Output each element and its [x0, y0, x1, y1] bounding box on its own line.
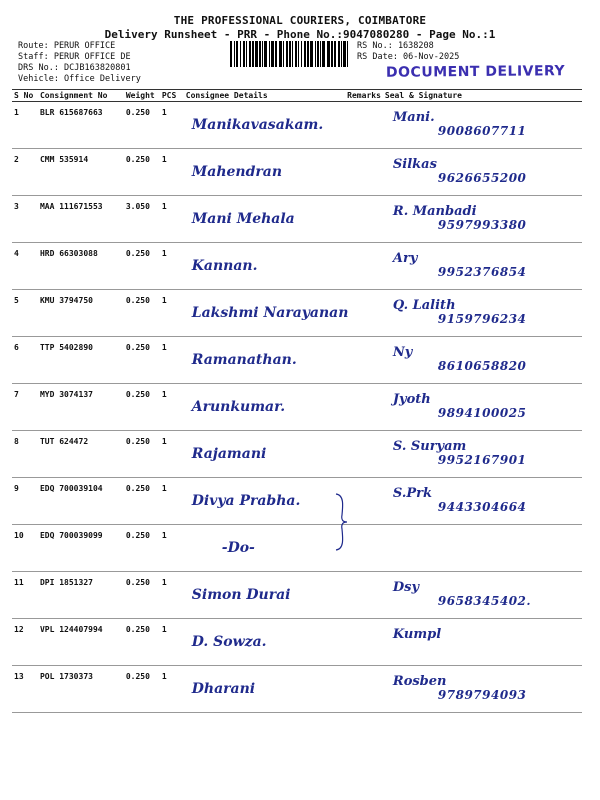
runsheet-subtitle: Delivery Runsheet - PRR - Phone No.:9047080280 - Page No.:1 — [104, 28, 496, 41]
consignment-cell: TUT 624472 — [38, 431, 124, 478]
weight-cell: 0.250 — [124, 243, 160, 290]
pcs-cell: 1 — [160, 290, 184, 337]
pcs-cell: 1 — [160, 478, 184, 525]
phone-number: 9626655200 — [437, 171, 527, 185]
weight-cell: 0.250 — [124, 149, 160, 196]
signature-cell — [383, 243, 582, 290]
pcs-cell: 1 — [160, 384, 184, 431]
sno-cell: 9 — [12, 478, 38, 525]
col-header-pcs: PCS — [160, 90, 184, 102]
table-row — [12, 431, 582, 478]
weight-cell: 3.050 — [124, 196, 160, 243]
signature-cell — [383, 337, 582, 384]
consignee-name: Divya Prabha. — [191, 493, 301, 509]
consignee-cell — [184, 149, 345, 196]
sno-cell: 2 — [12, 149, 38, 196]
phone-number: 9952167901 — [437, 453, 527, 467]
remarks-cell — [345, 525, 383, 572]
weight-cell: 0.250 — [124, 431, 160, 478]
table-row — [12, 666, 582, 713]
consignee-name: Mani Mehala — [191, 211, 295, 227]
drs-text: DRS No.: DCJB163820801 — [18, 63, 131, 73]
rs-date-text: RS Date: 06-Nov-2025 — [357, 52, 460, 62]
sno-cell: 10 — [12, 525, 38, 572]
table-row — [12, 337, 582, 384]
table-row — [12, 102, 582, 149]
consignee-cell — [184, 196, 345, 243]
weight-cell: 0.250 — [124, 619, 160, 666]
col-header-remarks: Remarks — [347, 91, 381, 100]
document-delivery-stamp: DOCUMENT DELIVERY — [385, 63, 566, 81]
remarks-cell — [345, 290, 383, 337]
col-header-weight: Weight — [124, 90, 160, 102]
consignment-cell: MAA 111671553 — [38, 196, 124, 243]
consignee-cell — [184, 337, 345, 384]
consignee-cell — [184, 572, 345, 619]
pcs-cell: 1 — [160, 149, 184, 196]
consignment-cell: BLR 615687663 — [38, 102, 124, 149]
signature-text: Rosben — [392, 674, 447, 689]
pcs-cell: 1 — [160, 666, 184, 713]
pcs-cell: 1 — [160, 102, 184, 149]
remarks-cell — [345, 149, 383, 196]
sno-cell: 13 — [12, 666, 38, 713]
curly-brace-icon — [334, 493, 348, 551]
remarks-cell — [345, 196, 383, 243]
remarks-cell — [345, 572, 383, 619]
phone-number: 9658345402. — [437, 594, 532, 608]
remarks-cell — [345, 337, 383, 384]
pcs-cell: 1 — [160, 525, 184, 572]
consignment-cell: VPL 124407994 — [38, 619, 124, 666]
pcs-cell: 1 — [160, 431, 184, 478]
signature-cell — [383, 478, 582, 525]
table-row — [12, 290, 582, 337]
pcs-cell: 1 — [160, 243, 184, 290]
col-header-signature: Seal & Signature — [383, 90, 582, 102]
sno-cell: 7 — [12, 384, 38, 431]
consignment-cell: HRD 66303088 — [38, 243, 124, 290]
consignee-name: Rajamani — [191, 446, 267, 462]
signature-cell — [383, 619, 582, 666]
table-row — [12, 619, 582, 666]
consignee-name: -Do- — [221, 540, 255, 556]
phone-number: 9597993380 — [437, 218, 527, 232]
signature-text: R. Manbadi — [392, 204, 477, 219]
consignment-cell: EDQ 700039099 — [38, 525, 124, 572]
signature-text: Kumpl — [392, 627, 442, 642]
signature-cell — [383, 525, 582, 572]
consignee-cell — [184, 384, 345, 431]
consignee-name: Simon Durai — [191, 587, 291, 603]
consignment-cell: POL 1730373 — [38, 666, 124, 713]
sno-cell: 1 — [12, 102, 38, 149]
consignee-name: Dharani — [191, 681, 256, 697]
consignment-cell: TTP 5402890 — [38, 337, 124, 384]
consignee-name: D. Sowza. — [191, 634, 267, 650]
consignee-name: Manikavasakam. — [191, 117, 324, 133]
signature-cell — [383, 431, 582, 478]
col-header-consignee: Consignee Details — [184, 90, 345, 102]
remarks-cell — [345, 666, 383, 713]
consignee-cell — [184, 290, 349, 337]
consignee-cell — [184, 431, 345, 478]
pcs-cell: 1 — [160, 337, 184, 384]
pcs-cell: 1 — [160, 196, 184, 243]
signature-cell — [383, 666, 582, 713]
consignment-cell: KMU 3794750 — [38, 290, 124, 337]
phone-number: 9008607711 — [437, 124, 527, 138]
route-text: Route: PERUR OFFICE — [18, 41, 116, 51]
rs-number-text: RS No.: 1638208 — [357, 41, 434, 51]
remarks-cell — [345, 619, 383, 666]
phone-number: 9894100025 — [437, 406, 527, 420]
remarks-cell — [345, 102, 383, 149]
runsheet-meta-left — [18, 41, 141, 85]
pcs-cell: 1 — [160, 619, 184, 666]
consignee-cell — [184, 478, 345, 525]
sno-cell: 5 — [12, 290, 38, 337]
page-title: THE PROFESSIONAL COURIERS, COIMBATORE — [173, 14, 427, 27]
table-row — [12, 149, 582, 196]
phone-number: 9443304664 — [437, 500, 527, 514]
table-row — [12, 243, 582, 290]
signature-text: Dsy — [392, 580, 420, 595]
sno-cell: 3 — [12, 196, 38, 243]
signature-text: S. Suryam — [392, 439, 467, 454]
weight-cell: 0.250 — [124, 384, 160, 431]
remarks-cell — [345, 478, 383, 525]
weight-cell: 0.250 — [124, 337, 160, 384]
consignee-cell — [184, 525, 345, 572]
table-header-row — [12, 90, 582, 102]
signature-cell — [383, 196, 582, 243]
signature-text: Silkas — [392, 157, 437, 172]
table-row — [12, 384, 582, 431]
remarks-cell — [345, 431, 383, 478]
weight-cell: 0.250 — [124, 102, 160, 149]
runsheet-meta-right — [357, 41, 459, 63]
signature-cell — [383, 290, 582, 337]
signature-text: Jyoth — [392, 392, 431, 407]
remarks-cell — [345, 384, 383, 431]
phone-number: 9159796234 — [437, 312, 527, 326]
sno-cell: 11 — [12, 572, 38, 619]
consignee-name: Mahendran — [191, 164, 283, 180]
signature-cell — [383, 149, 582, 196]
weight-cell: 0.250 — [124, 572, 160, 619]
signature-cell — [383, 384, 582, 431]
sno-cell: 4 — [12, 243, 38, 290]
signature-text: Q. Lalith — [392, 298, 456, 313]
consignment-cell: CMM 535914 — [38, 149, 124, 196]
consignee-cell — [184, 666, 345, 713]
consignee-name: Arunkumar. — [191, 399, 286, 415]
sno-cell: 12 — [12, 619, 38, 666]
weight-cell: 0.250 — [124, 666, 160, 713]
signature-cell — [383, 102, 582, 149]
consignee-name: Kannan. — [191, 258, 258, 274]
signature-text: Mani. — [392, 110, 435, 125]
sno-cell: 6 — [12, 337, 38, 384]
phone-number: 9789794093 — [437, 688, 527, 702]
consignment-cell: MYD 3074137 — [38, 384, 124, 431]
consignee-name: Lakshmi Narayanan — [191, 305, 349, 321]
weight-cell: 0.250 — [124, 290, 160, 337]
table-row — [12, 196, 582, 243]
table-row — [12, 525, 582, 572]
staff-text: Staff: PERUR OFFICE DE — [18, 52, 131, 62]
signature-text: Ary — [392, 251, 418, 266]
weight-cell: 0.250 — [124, 525, 160, 572]
signature-text: Ny — [392, 345, 413, 360]
runsheet-table — [12, 89, 582, 713]
consignment-cell: DPI 1851327 — [38, 572, 124, 619]
col-header-sno: S No — [12, 90, 38, 102]
consignment-cell: EDQ 700039104 — [38, 478, 124, 525]
phone-number: 8610658820 — [437, 359, 527, 373]
sno-cell: 8 — [12, 431, 38, 478]
remarks-cell — [345, 243, 383, 290]
consignee-cell — [184, 619, 345, 666]
consignee-cell — [184, 102, 345, 149]
table-row — [12, 572, 582, 619]
consignee-cell — [184, 243, 345, 290]
weight-cell: 0.250 — [124, 478, 160, 525]
signature-text: S.Prk — [392, 486, 432, 501]
table-row — [12, 478, 582, 525]
phone-number: 9952376854 — [437, 265, 527, 279]
consignee-name: Ramanathan. — [191, 352, 297, 368]
col-header-consignment: Consignment No — [38, 90, 124, 102]
barcode-icon — [229, 41, 352, 67]
signature-cell — [383, 572, 582, 619]
pcs-cell: 1 — [160, 572, 184, 619]
vehicle-text: Vehicle: Office Delivery — [18, 74, 141, 84]
